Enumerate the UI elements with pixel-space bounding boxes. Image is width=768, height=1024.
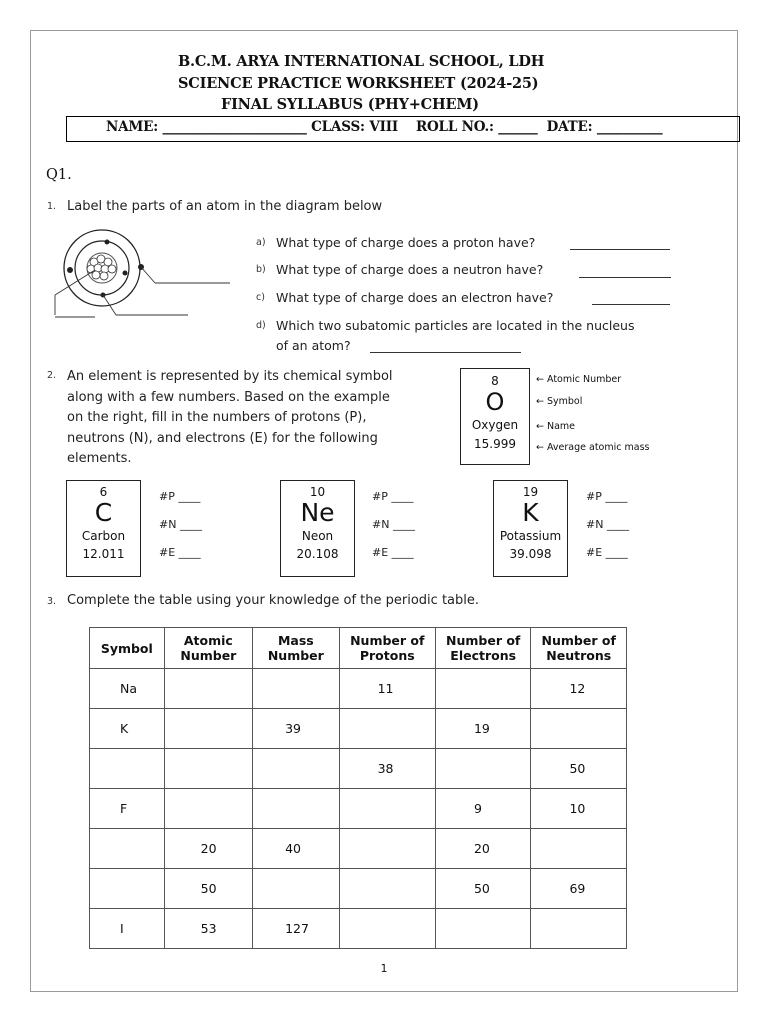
table-cell[interactable]: I <box>90 909 165 949</box>
element-box-neon <box>280 480 355 577</box>
atomic-number: 19 <box>522 485 539 499</box>
sub-question-b: What type of charge does a neutron have? <box>276 262 544 277</box>
table-row <box>90 909 627 949</box>
legend-symbol: ← Symbol <box>536 396 583 407</box>
legend-name: ← Name <box>536 421 576 432</box>
column-header: Number of Electrons <box>435 628 531 669</box>
question-line: along with a few numbers. Based on the example <box>67 389 390 405</box>
sub-question-d-cont: of an atom? <box>276 338 351 353</box>
element-name: Potassium <box>499 529 562 543</box>
table-cell[interactable] <box>90 749 165 789</box>
table-cell[interactable]: 127 <box>253 909 340 949</box>
table-cell[interactable] <box>253 869 340 909</box>
example-element-box <box>460 368 530 465</box>
legend-atomic-number: ← Atomic Number <box>536 374 622 385</box>
example-name: Oxygen <box>471 418 519 432</box>
table-row <box>90 829 627 869</box>
example-mass: 15.999 <box>474 437 516 451</box>
neutrons-blank[interactable]: #N ____ <box>586 518 629 531</box>
electrons-blank[interactable]: #E ____ <box>372 546 414 559</box>
table-cell[interactable] <box>164 749 252 789</box>
table-cell[interactable] <box>90 829 165 869</box>
syllabus-title: FINAL SYLLABUS (PHY+CHEM) <box>221 96 479 113</box>
sub-question-a: What type of charge does a proton have? <box>276 235 536 250</box>
q1-label: Q1. <box>46 167 72 183</box>
table-header-row <box>90 628 627 669</box>
column-header: Mass Number <box>253 628 340 669</box>
sub-question-label: d) <box>256 320 266 331</box>
element-box-potassium <box>493 480 568 577</box>
table-cell[interactable]: 12 <box>531 669 627 709</box>
question-number: 1. <box>47 201 57 212</box>
table-cell[interactable] <box>164 669 252 709</box>
atomic-number: 10 <box>309 485 326 499</box>
element-name: Neon <box>301 529 334 543</box>
question-line: elements. <box>67 451 132 466</box>
table-cell[interactable] <box>253 669 340 709</box>
table-cell[interactable]: 53 <box>164 909 252 949</box>
table-cell[interactable] <box>339 829 435 869</box>
sub-question-label: a) <box>256 237 266 248</box>
table-row <box>90 709 627 749</box>
table-cell[interactable]: 39 <box>253 709 340 749</box>
worksheet-title: SCIENCE PRACTICE WORKSHEET (2024-25) <box>178 75 539 92</box>
atomic-mass: 39.098 <box>509 547 552 561</box>
table-cell[interactable]: K <box>90 709 165 749</box>
table-row <box>90 749 627 789</box>
answer-blank[interactable] <box>570 249 670 250</box>
table-cell[interactable] <box>253 789 340 829</box>
sub-question-d: Which two subatomic particles are located in the nucleus <box>276 318 635 333</box>
table-cell[interactable] <box>531 909 627 949</box>
table-cell[interactable] <box>435 909 531 949</box>
table-cell[interactable] <box>164 709 252 749</box>
atomic-mass: 20.108 <box>296 547 339 561</box>
legend-label: Average atomic mass <box>546 442 650 453</box>
table-cell[interactable]: 50 <box>531 749 627 789</box>
table-cell[interactable] <box>339 789 435 829</box>
school-name: B.C.M. ARYA INTERNATIONAL SCHOOL, LDH <box>178 53 545 70</box>
electrons-blank[interactable]: #E ____ <box>586 546 628 559</box>
electron <box>67 267 73 273</box>
protons-blank[interactable]: #P ____ <box>586 490 628 503</box>
table-cell[interactable] <box>164 789 252 829</box>
column-header: Number of Protons <box>339 628 435 669</box>
table-cell[interactable] <box>339 909 435 949</box>
periodic-table-exercise <box>89 627 627 949</box>
table-cell[interactable]: Na <box>90 669 165 709</box>
student-info-line: NAME: ______________________ CLASS: VIII ROLL NO.: ______ DATE: __________ <box>106 119 663 135</box>
neutrons-blank[interactable]: #N ____ <box>372 518 415 531</box>
legend-label: Name <box>546 421 576 432</box>
atomic-number: 6 <box>99 485 108 499</box>
table-cell[interactable]: F <box>90 789 165 829</box>
question-number: 2. <box>47 370 57 381</box>
question-2-text <box>67 367 393 470</box>
table-cell[interactable]: 11 <box>339 669 435 709</box>
answer-blank[interactable] <box>579 277 671 278</box>
table-row <box>90 869 627 909</box>
sub-question-label: b) <box>256 264 266 275</box>
question-line: on the right, fill in the numbers of protons (P), <box>67 410 367 425</box>
electron <box>105 240 110 245</box>
column-header: Atomic Number <box>164 628 252 669</box>
table-cell[interactable]: 38 <box>339 749 435 789</box>
table-cell[interactable] <box>339 869 435 909</box>
legend-label: Atomic Number <box>546 374 622 385</box>
column-header: Symbol <box>90 628 165 669</box>
electron <box>123 271 128 276</box>
table-row <box>90 789 627 829</box>
table-cell[interactable] <box>435 669 531 709</box>
answer-blank[interactable] <box>592 304 670 305</box>
table-cell[interactable] <box>90 869 165 909</box>
table-cell[interactable]: 19 <box>435 709 531 749</box>
answer-blank[interactable] <box>370 352 521 353</box>
question-number: 3. <box>47 596 57 607</box>
example-atomic-number: 8 <box>491 374 499 388</box>
element-symbol: Ne <box>300 498 335 527</box>
question-text: Label the parts of an atom in the diagram below <box>67 199 383 214</box>
page-number: 1 <box>380 962 388 975</box>
question-line: An element is represented by its chemical symbol <box>67 369 393 384</box>
nucleus-particles <box>87 255 116 280</box>
protons-blank[interactable]: #P ____ <box>372 490 414 503</box>
example-symbol: O <box>485 388 505 416</box>
question-text: Complete the table using your knowledge of the periodic table. <box>67 593 480 608</box>
column-header: Number of Neutrons <box>531 628 627 669</box>
legend-mass: ← Average atomic mass <box>536 442 650 453</box>
element-symbol: C <box>94 498 113 527</box>
element-symbol: K <box>522 498 539 527</box>
table-cell[interactable] <box>531 829 627 869</box>
atomic-mass: 12.011 <box>82 547 125 561</box>
table-cell[interactable]: 20 <box>164 829 252 869</box>
table-row <box>90 669 627 709</box>
table-cell[interactable] <box>435 749 531 789</box>
table-cell[interactable]: 50 <box>435 869 531 909</box>
sub-question-c: What type of charge does an electron have? <box>276 290 554 305</box>
table-cell[interactable]: 50 <box>164 869 252 909</box>
table-cell[interactable] <box>339 709 435 749</box>
atom-diagram <box>50 225 240 325</box>
element-name: Carbon <box>81 529 126 543</box>
table-cell[interactable]: 20 <box>435 829 531 869</box>
question-line: neutrons (N), and electrons (E) for the following <box>67 430 378 446</box>
table-cell[interactable]: 40 <box>253 829 340 869</box>
electrons-blank[interactable]: #E ____ <box>159 546 201 559</box>
table-cell[interactable]: 9 <box>435 789 531 829</box>
neutrons-blank[interactable]: #N ____ <box>159 518 202 531</box>
table-cell[interactable]: 10 <box>531 789 627 829</box>
table-cell[interactable] <box>531 709 627 749</box>
protons-blank[interactable]: #P ____ <box>159 490 201 503</box>
sub-question-label: c) <box>256 292 265 303</box>
legend-label: Symbol <box>546 396 583 407</box>
table-cell[interactable]: 69 <box>531 869 627 909</box>
element-box-carbon <box>66 480 141 577</box>
table-cell[interactable] <box>253 749 340 789</box>
